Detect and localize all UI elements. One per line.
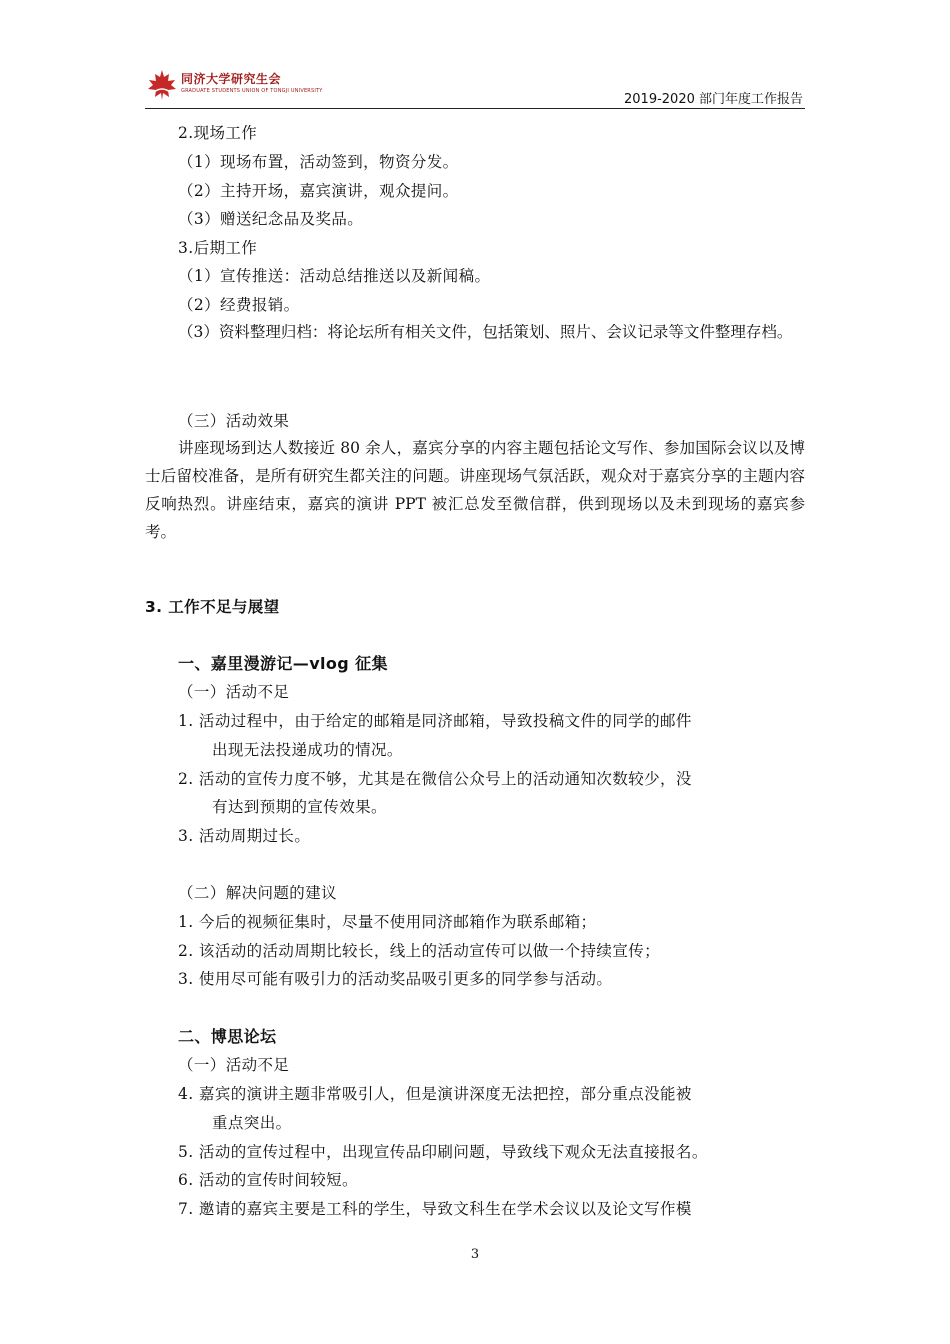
list-item-cont: 出现无法投递成功的情况。: [212, 741, 403, 759]
text-line: 2.现场工作: [178, 124, 258, 142]
subsection-heading: 一、嘉里漫游记—vlog 征集: [178, 654, 388, 673]
subheading: （二）解决问题的建议: [178, 884, 338, 902]
subsection-heading: 二、博思论坛: [178, 1027, 277, 1046]
text-line: （1）宣传推送：活动总结推送以及新闻稿。: [178, 267, 491, 285]
logo-text: 同济大学研究生会: [181, 72, 282, 86]
list-item: 2. 活动的宣传力度不够，尤其是在微信公众号上的活动通知次数较少，没: [178, 770, 692, 788]
report-title: 2019-2020 部门年度工作报告: [624, 92, 803, 107]
list-item: 4. 嘉宾的演讲主题非常吸引人，但是演讲深度无法把控，部分重点没能被: [178, 1085, 692, 1103]
text-line: （3）赠送纪念品及奖品。: [178, 210, 364, 228]
list-item: 3. 使用尽可能有吸引力的活动奖品吸引更多的同学参与活动。: [178, 970, 613, 988]
subheading: （三）活动效果: [178, 412, 290, 430]
maple-leaf-icon: [145, 68, 179, 102]
list-item: 1. 活动过程中，由于给定的邮箱是同济邮箱，导致投稿文件的同学的邮件: [178, 712, 692, 730]
list-item: 2. 该活动的活动周期比较长，线上的活动宣传可以做一个持续宣传；: [178, 942, 661, 960]
page-header: [145, 62, 805, 109]
section-heading: 3. 工作不足与展望: [145, 598, 280, 616]
subheading: （一）活动不足: [178, 683, 290, 701]
text-line: （2）主持开场，嘉宾演讲，观众提问。: [178, 182, 459, 200]
list-item: 5. 活动的宣传过程中，出现宣传品印刷问题，导致线下观众无法直接报名。: [178, 1143, 708, 1161]
logo-subtitle: GRADUATE STUDENTS UNION OF TONGJI UNIVERSITY: [181, 88, 323, 94]
paragraph-archive: （3）资料整理归档：将论坛所有相关文件，包括策划、照片、会议记录等文件整理存档。: [178, 323, 793, 341]
paragraph-effect: 讲座现场到达人数接近 80 余人，嘉宾分享的内容主题包括论文写作、参加国际会议以及博士后留校准备，是所有研究生都关注的问题。讲座现场气氛活跃，观众对于嘉宾分享的主题内容反响热烈。讲座结束，嘉宾的演讲 PPT 被汇总发至微信群，供到现场以及未到现场的嘉宾参考。: [145, 439, 805, 541]
text-line: （2）经费报销。: [178, 296, 300, 314]
list-item: 1. 今后的视频征集时，尽量不使用同济邮箱作为联系邮箱；: [178, 913, 597, 931]
subheading: （一）活动不足: [178, 1056, 290, 1074]
list-item: 7. 邀请的嘉宾主要是工科的学生，导致文科生在学术会议以及论文写作模: [178, 1200, 692, 1218]
list-item: 3. 活动周期过长。: [178, 827, 311, 845]
list-item-cont: 有达到预期的宣传效果。: [212, 798, 387, 816]
list-item-cont: 重点突出。: [212, 1114, 292, 1132]
list-item: 6. 活动的宣传时间较短。: [178, 1171, 358, 1189]
union-logo: [145, 68, 323, 102]
page-number: 3: [470, 1247, 480, 1262]
text-line: （1）现场布置，活动签到，物资分发。: [178, 153, 459, 171]
text-line: 3.后期工作: [178, 239, 258, 257]
